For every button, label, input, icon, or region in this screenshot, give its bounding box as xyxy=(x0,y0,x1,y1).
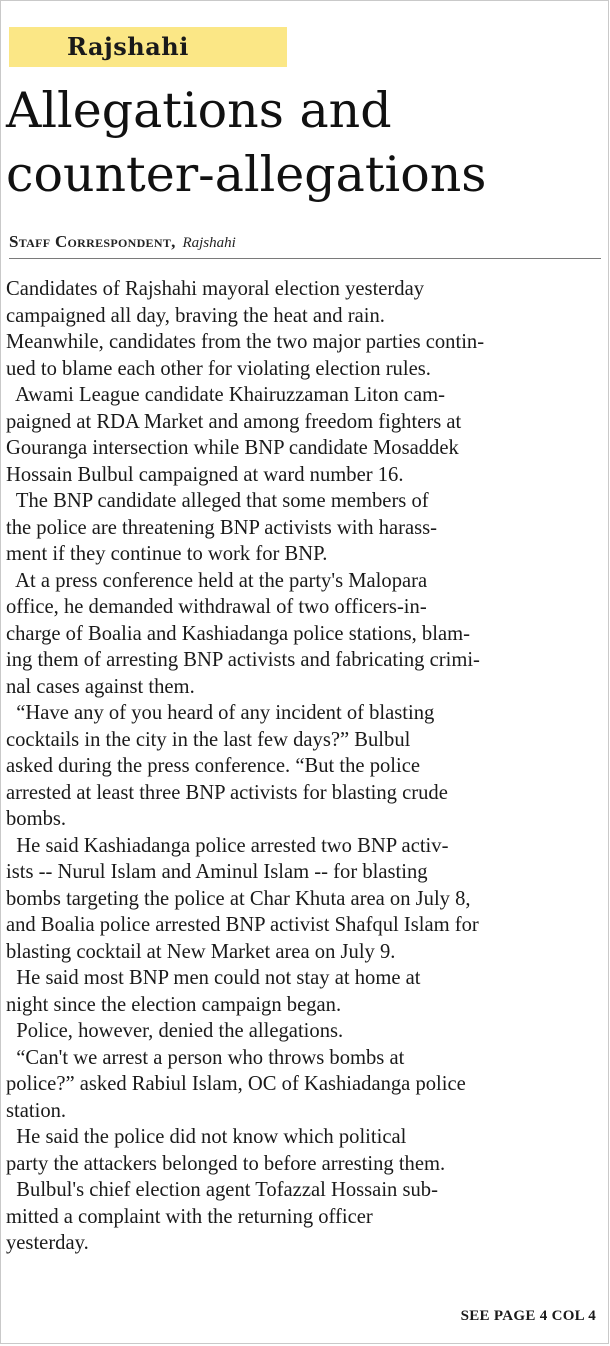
body-line: ment if they continue to work for BNP. xyxy=(6,543,328,565)
section-label xyxy=(9,27,287,67)
body-line: Meanwhile, candidates from the two major parties contin- xyxy=(6,331,485,353)
body-line: police?” asked Rabiul Islam, OC of Kashiadanga police xyxy=(6,1073,466,1095)
body-line: He said Kashiadanga police arrested two BNP activ- xyxy=(6,834,449,857)
body-line: Hossain Bulbul campaigned at ward number 16. xyxy=(6,463,404,486)
body-line: campaigned all day, braving the heat and rain. xyxy=(6,304,385,327)
body-line: night since the election campaign began. xyxy=(6,993,342,1016)
body-line: The BNP candidate alleged that some members of xyxy=(6,490,429,512)
body-line: ing them of arresting BNP activists and fabricating crimi- xyxy=(6,649,480,671)
body-line: nal cases against them. xyxy=(6,675,195,698)
headline-line: Allegations and xyxy=(6,82,392,139)
body-line: Police, however, denied the allegations. xyxy=(6,1020,344,1042)
body-line: ists -- Nurul Islam and Aminul Islam -- for blasting xyxy=(6,861,428,883)
body-line: “Have any of you heard of any incident of blasting xyxy=(6,702,435,724)
body-line: cocktails in the city in the last few days?” Bulbul xyxy=(6,728,411,751)
body-line: “Can't we arrest a person who throws bombs at xyxy=(6,1046,405,1069)
headline-line: counter-allegations xyxy=(6,146,487,203)
article-body xyxy=(6,276,606,1257)
body-line: arrested at least three BNP activists for blasting crude xyxy=(6,781,448,804)
body-line: office, he demanded withdrawal of two officers-in- xyxy=(6,596,427,618)
byline-divider xyxy=(9,258,601,259)
body-line: At a press conference held at the party's Malopara xyxy=(6,569,428,592)
byline-role: Staff Correspondent, xyxy=(9,232,176,251)
headline xyxy=(6,79,606,207)
body-line: He said the police did not know which political xyxy=(6,1126,407,1148)
body-line: ued to blame each other for violating election rules. xyxy=(6,357,431,380)
body-line: asked during the press conference. “But the police xyxy=(6,755,421,777)
byline xyxy=(9,232,236,253)
body-line: Candidates of Rajshahi mayoral election yesterday xyxy=(6,278,425,300)
body-line: mitted a complaint with the returning officer xyxy=(6,1205,373,1228)
body-line: station. xyxy=(6,1099,67,1122)
body-line: Bulbul's chief election agent Tofazzal Hossain sub- xyxy=(6,1179,438,1201)
body-line: the police are threatening BNP activists with harass- xyxy=(6,516,438,539)
byline-place: Rajshahi xyxy=(182,235,236,251)
body-line: Gouranga intersection while BNP candidate Mosaddek xyxy=(6,437,459,459)
body-line: and Boalia police arrested BNP activist Shafqul Islam for xyxy=(6,914,479,936)
body-line: party the attackers belonged to before arresting them. xyxy=(6,1152,446,1175)
section-label-text: Rajshahi xyxy=(67,32,189,61)
body-line: blasting cocktail at New Market area on July 9. xyxy=(6,940,396,963)
body-line: yesterday. xyxy=(6,1232,89,1254)
body-line: He said most BNP men could not stay at home at xyxy=(6,967,421,989)
body-line: bombs targeting the police at Char Khuta area on July 8, xyxy=(6,887,471,910)
body-line: charge of Boalia and Kashiadanga police stations, blam- xyxy=(6,622,470,645)
continuation-note: SEE PAGE 4 COL 4 xyxy=(460,1308,596,1324)
body-line: bombs. xyxy=(6,808,67,830)
body-line: Awami League candidate Khairuzzaman Liton cam- xyxy=(6,384,445,406)
body-line: paigned at RDA Market and among freedom fighters at xyxy=(6,410,462,433)
